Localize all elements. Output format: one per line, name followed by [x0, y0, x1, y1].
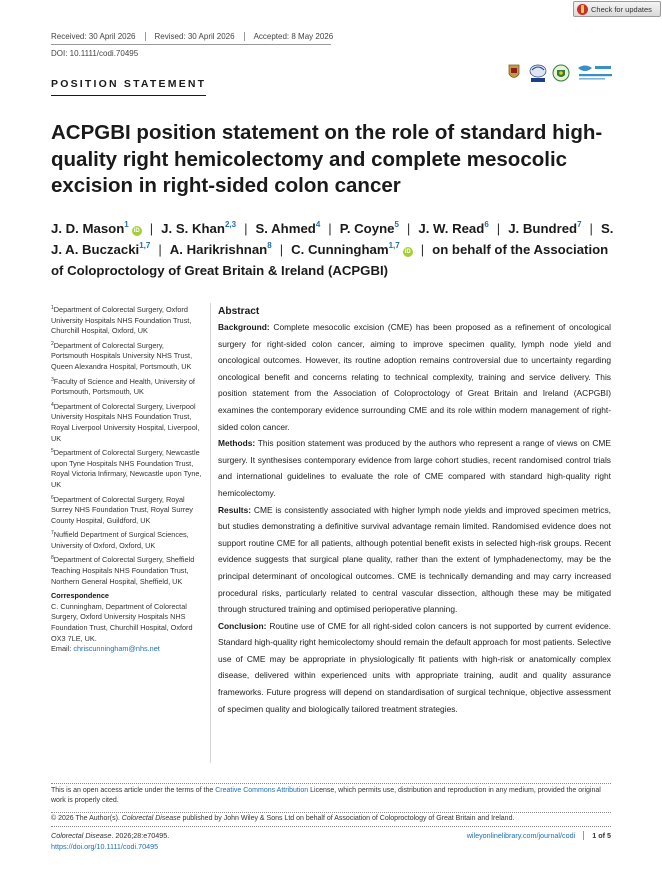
background-text: Complete mesocolic excision (CME) has been proposed as a refinement of oncological surgery for right-sided colon cancer, aiming to improve specimen quality, lymph node yield and oncological outcomes. However, its routine adoption remains controversial due to uncertainty regarding oncological benefit and concerns relating to technical complexity, training and service delivery. This position statement from the Association of Coloproctology of Great Britain and Ireland (ACPGBI) examines the contemporary evidence surrounding CME and its role within modern management of right-sided colon cancer.	[218, 322, 611, 432]
affiliation-item	[51, 448, 203, 490]
author-affiliation-marker[interactable]: 1	[124, 220, 129, 229]
author-affiliation-marker[interactable]: 4	[315, 220, 321, 229]
cc-license-link[interactable]: Creative Commons Attribution	[215, 787, 309, 794]
author-separator: |	[420, 242, 425, 257]
affiliation-item	[51, 341, 203, 373]
affiliation-number: 4	[51, 401, 54, 408]
abstract-heading: Abstract	[218, 306, 260, 317]
abstract	[218, 305, 611, 717]
license-notice	[51, 786, 611, 806]
column-divider	[210, 303, 211, 763]
copyright-after: published by John Wiley & Sons Ltd on behalf of Association of Coloproctology of Great Britain and Ireland.	[180, 815, 515, 822]
author-name-text: C. Cunningham	[291, 242, 389, 257]
affiliation-number: 3	[51, 376, 54, 383]
author-affiliation-marker[interactable]: 1,7	[139, 241, 151, 250]
abstract-conclusion	[218, 618, 611, 718]
author-name-text: S. Ahmed	[255, 221, 316, 236]
citation-row	[51, 831, 169, 842]
check-for-updates-button[interactable]	[573, 1, 661, 17]
received-date: Received: 30 April 2026	[51, 32, 146, 41]
author-separator: |	[496, 221, 501, 236]
affiliation-text: Department of Colorectal Surgery, Oxford University Hospitals NHS Foundation Trust, Churchill Hospital, Oxford, UK	[51, 305, 192, 336]
author-name[interactable]	[161, 221, 236, 236]
author-name-text: J. D. Mason	[51, 221, 125, 236]
citation-text: . 2026;28:e70495.	[111, 831, 170, 840]
author-separator: |	[328, 221, 332, 236]
author-separator: |	[589, 221, 593, 236]
email-label: Email:	[51, 644, 74, 654]
correspondence-address: C. Cunningham, Department of Colorectal Surgery, Oxford University Hospitals NHS Foundation Trust, Churchill Hospital, Oxford OX3 7LE, UK.	[51, 601, 193, 643]
affiliation-item	[51, 555, 203, 587]
affiliation-item	[51, 402, 203, 444]
dates-divider	[51, 44, 331, 45]
footer-right	[467, 831, 611, 840]
crossmark-icon	[577, 4, 588, 15]
background-label: Background:	[218, 322, 270, 332]
affiliation-number: 1	[51, 305, 54, 311]
author-name[interactable]	[418, 221, 488, 236]
author-list	[51, 218, 616, 281]
orcid-icon[interactable]: iD	[404, 249, 411, 255]
page-number: 1 of 5	[592, 831, 611, 840]
acpgbi-crest-logo	[509, 65, 519, 78]
author-separator: |	[149, 221, 154, 236]
copyright-journal: Colorectal Disease	[121, 815, 181, 822]
author-name-text: S. J. A. Buczacki	[51, 221, 614, 257]
results-label: Results:	[218, 504, 252, 515]
correspondence-email-row	[51, 644, 203, 655]
abstract-background	[218, 319, 611, 435]
article-doi[interactable]: DOI: 10.1111/codi.70495	[51, 49, 139, 58]
journal-website-link[interactable]: wileyonlinelibrary.com/journal/codi	[467, 831, 585, 840]
author-affiliation-marker[interactable]: 1,7	[388, 241, 400, 250]
author-name-text: J. S. Khan	[161, 221, 225, 236]
affiliation-text: Department of Colorectal Surgery, Newcastle upon Tyne Hospitals NHS Foundation Trust, Royal Victoria Infirmary, Newcastle upon Tyne, UK	[51, 448, 202, 489]
abstract-results	[218, 502, 611, 618]
affiliation-item	[51, 530, 203, 551]
author-separator: |	[244, 221, 248, 236]
author-affiliation-marker[interactable]: 6	[484, 220, 489, 229]
author-name-text: J. Bundred	[508, 221, 578, 236]
affiliation-item	[51, 495, 203, 527]
license-divider	[51, 783, 611, 784]
author-separator: |	[406, 221, 411, 236]
affiliation-number: 5	[51, 448, 54, 455]
author-name[interactable]	[340, 221, 399, 236]
abstract-methods	[218, 435, 611, 501]
doi-link[interactable]: https://doi.org/10.1111/codi.70495	[51, 841, 159, 851]
author-affiliation-marker[interactable]: 5	[394, 220, 399, 229]
methods-label: Methods:	[218, 438, 256, 449]
association-logo	[578, 66, 612, 80]
author-affiliation-marker[interactable]: 8	[267, 241, 272, 250]
author-name-text: on behalf of the Association of Coloproctology of Great Britain & Ireland (ACPGBI)	[51, 242, 609, 278]
affiliation-text: Department of Colorectal Surgery, Royal Surrey NHS Foundation Trust, Royal Surrey County Hospital, Guildford, UK	[51, 494, 193, 525]
affiliation-text: Department of Colorectal Surgery, Sheffield Teaching Hospitals NHS Foundation Trust, Northern General Hospital, Sheffield, UK	[51, 555, 195, 586]
author-name[interactable]	[256, 221, 321, 236]
affiliation-text: Nuffield Department of Surgical Sciences, University of Oxford, Oxford, UK	[51, 530, 189, 550]
author-name[interactable]	[170, 242, 272, 257]
affiliation-number: 6	[51, 494, 54, 501]
author-affiliation-marker[interactable]: 2,3	[224, 220, 237, 229]
footer-divider	[51, 826, 611, 827]
license-text-before: This is an open access article under the terms of the	[51, 787, 216, 794]
escp-logo	[530, 65, 546, 82]
author-name[interactable]	[51, 221, 142, 236]
journal-citation	[51, 831, 169, 852]
affiliation-number: 2	[51, 340, 54, 347]
author-name-text: A. Harikrishnan	[169, 242, 268, 257]
author-affiliation-marker[interactable]: 7	[577, 220, 582, 229]
affiliations-panel	[51, 305, 203, 655]
article-title: ACPGBI position statement on the role of standard high-quality right hemicolectomy and complete mesocolic excision in right-sided colon cancer	[51, 121, 603, 197]
revised-date: Revised: 30 April 2026	[146, 32, 245, 41]
affiliation-list	[51, 305, 203, 587]
orcid-icon[interactable]: iD	[133, 228, 140, 234]
accepted-date: Accepted: 8 May 2026	[253, 32, 334, 41]
article-type-label: POSITION STATEMENT	[51, 78, 206, 96]
author-name-text: J. W. Read	[418, 221, 485, 236]
affiliation-number: 7	[51, 530, 54, 537]
author-name-text: P. Coyne	[339, 221, 395, 236]
copyright-notice	[51, 812, 611, 824]
license-text-after: License, which permits use, distribution and reproduction in any medium, provided the original work is properly cited.	[51, 787, 601, 805]
affiliation-item	[51, 305, 203, 337]
society-shield-logo	[553, 65, 569, 81]
conclusion-label: Conclusion:	[218, 620, 267, 631]
affiliation-text: Faculty of Science and Health, University of Portsmouth, Portsmouth, UK	[51, 376, 195, 397]
methods-text: This position statement was produced by the authors who represent a range of views on CME surgery. It synthesises contemporary evidence from large cohort studies, recent randomised control trials and international guidelines to evaluate the role of CME compared with standard high-quality right hemicolectomy.	[218, 438, 611, 498]
email-link[interactable]: chriscunningham@nhs.net	[73, 644, 160, 654]
check-for-updates-label: Check for updates	[591, 4, 652, 14]
results-text: CME is consistently associated with higher lymph node yields and improved specimen metrics, but studies demonstrating a definitive survival advantage remain limited. Randomised evidence does not support routine CME for all patients, although potential benefit exists in selected high-risk groups. Recent evidence suggests that surgical plane quality, rather than the extent of lymphadenectomy, may be the principal determinant of oncological outcomes. CME is technically demanding and may carry increased procedural risks, particularly related to central vascular dissection, although these may be mitigated through structured training and optimised perioperative planning.	[218, 504, 611, 615]
society-logos	[505, 62, 615, 84]
copyright-before: © 2026 The Author(s).	[51, 815, 122, 822]
author-separator: |	[279, 242, 284, 257]
author-separator: |	[158, 242, 162, 257]
affiliation-number: 8	[51, 555, 54, 562]
conclusion-text: Routine use of CME for all right-sided colon cancers is not supported by current evidence. Standard high-quality right hemicolectomy should remain the default approach for most patients. Selective use of CME may be appropriate in physiologically fit patients with high-risk or anatomically complex disease, delivered within experienced units with appropriate training, audit and quality assurance frameworks. Future progress will depend on standardisation of surgical technique, objective assessment of specimen quality and biologically tailored treatment strategies.	[218, 620, 611, 714]
correspondence-heading: Correspondence	[51, 591, 109, 601]
article-dates	[51, 32, 342, 41]
affiliation-text: Department of Colorectal Surgery, Liverpool University Hospitals NHS Foundation Trust, Royal Liverpool University Hospital, Liverpool, UK	[51, 401, 200, 443]
author-name[interactable]	[291, 242, 413, 257]
author-name[interactable]	[508, 221, 581, 236]
journal-name: Colorectal Disease	[51, 831, 112, 840]
affiliation-text: Department of Colorectal Surgery, Portsmouth Hospitals University NHS Trust, Queen Alexandra Hospital, Portsmouth, UK	[51, 340, 193, 371]
affiliation-item	[51, 377, 203, 398]
